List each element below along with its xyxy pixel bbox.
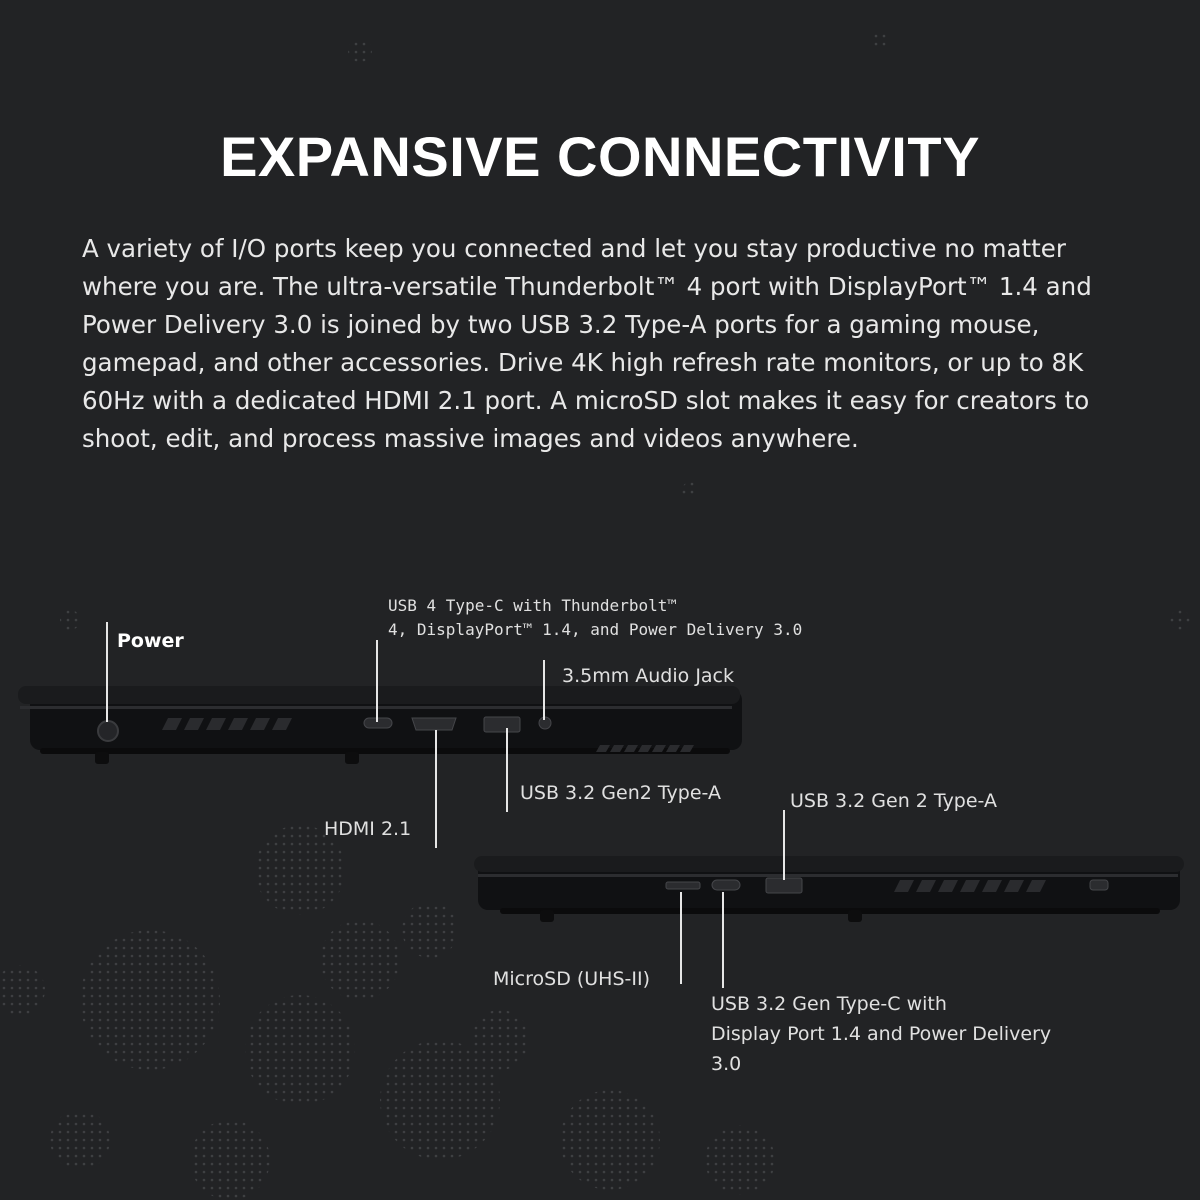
usb-c-right-label-line1: USB 3.2 Gen Type-C with: [711, 993, 947, 1015]
laptop-right-side-view: [474, 856, 1184, 922]
usb-c-right-label-line2: Display Port 1.4 and Power Delivery: [711, 1023, 1052, 1045]
microsd-leader-line: [680, 892, 682, 984]
usb4-label: [388, 594, 802, 642]
page-title: EXPANSIVE CONNECTIVITY: [220, 125, 980, 188]
usb-a-right-label: USB 3.2 Gen 2 Type-A: [790, 790, 997, 812]
microsd-label: MicroSD (UHS-II): [493, 968, 651, 990]
usb-a-left-leader-line: [506, 728, 508, 812]
usb-a-right-leader-line: [783, 810, 785, 880]
hdmi-label: HDMI 2.1: [324, 818, 412, 840]
description-paragraph: A variety of I/O ports keep you connected and let you stay productive no matter where you are. The ultra-versatile Thunderbolt™ 4 port with DisplayPort™ 1.4 and Power Delivery 3.0 is joined by two USB 3.2 Type-A ports for a gaming mouse, gamepad, and other accessories. Drive 4K high refresh rate monitors, or up to 8K 60Hz with a dedicated HDMI 2.1 port. A microSD slot makes it easy for creators to shoot, edit, and process massive images and videos anywhere.: [82, 234, 1092, 453]
usb-c-right-label: [711, 989, 1051, 1079]
usb4-label-line1: USB 4 Type-C with Thunderbolt™: [388, 596, 677, 615]
usb-c-right-leader-line: [722, 892, 724, 988]
usb4-leader-line: [376, 640, 378, 722]
audio-leader-line: [543, 660, 545, 720]
power-leader-line: [106, 622, 108, 722]
usb4-label-line2: 4, DisplayPort™ 1.4, and Power Delivery 3.0: [388, 620, 803, 639]
audio-jack-label: 3.5mm Audio Jack: [562, 665, 735, 687]
hdmi-leader-line: [435, 730, 437, 848]
power-label: Power: [117, 630, 184, 652]
laptop-left-side-view: [18, 686, 742, 764]
usb-a-left-label: USB 3.2 Gen2 Type-A: [520, 782, 721, 804]
usb-c-right-label-line3: 3.0: [711, 1053, 742, 1075]
